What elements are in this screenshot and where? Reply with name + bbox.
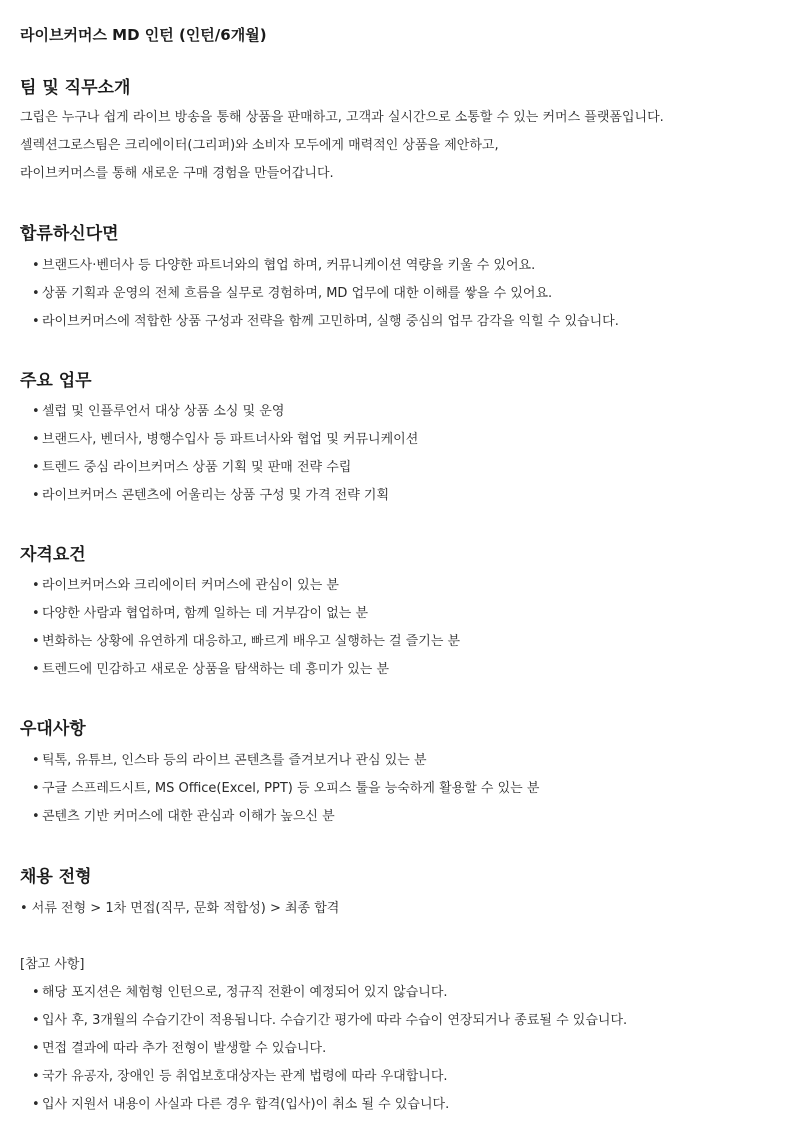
list-item-text: 입사 지원서 내용이 사실과 다른 경우 합격(입사)이 취소 될 수 있습니다. — [42, 1097, 450, 1112]
bullet-icon: • — [32, 753, 40, 768]
list-item-text: 입사 후, 3개월의 수습기간이 적용됩니다. 수습기간 평가에 따라 수습이 연장되거나 종료될 수 있습니다. — [42, 1013, 628, 1028]
qualifications-heading: 자격요건 — [20, 545, 86, 565]
list-item-text: 다양한 사람과 협업하며, 함께 일하는 데 거부감이 없는 분 — [42, 606, 369, 621]
main-tasks-heading: 주요 업무 — [20, 371, 92, 391]
bullet-icon: • — [32, 460, 40, 475]
bullet-icon: • — [32, 314, 40, 329]
bullet-icon: • — [32, 1097, 40, 1112]
bullet-icon: • — [32, 488, 40, 503]
list-item — [32, 284, 552, 304]
bullet-icon: • — [32, 578, 40, 593]
list-item-text: 면접 결과에 따라 추가 전형이 발생할 수 있습니다. — [42, 1041, 327, 1056]
list-item-text: 셀럽 및 인플루언서 대상 상품 소싱 및 운영 — [42, 404, 285, 419]
bullet-icon: • — [32, 634, 40, 649]
bullet-icon: • — [32, 432, 40, 447]
list-item — [32, 430, 418, 450]
list-item — [32, 660, 389, 680]
bullet-icon: • — [32, 606, 40, 621]
list-item — [32, 312, 619, 332]
bullet-icon: • — [32, 662, 40, 677]
list-item-text: 브랜드사, 벤더사, 병행수입사 등 파트너사와 협업 및 커뮤니케이션 — [42, 432, 419, 447]
team-intro-line: 그립은 누구나 쉽게 라이브 방송을 통해 상품을 판매하고, 고객과 실시간으로 소통할 수 있는 커머스 플랫폼입니다. — [20, 110, 664, 125]
list-item — [32, 402, 284, 422]
bullet-icon: • — [32, 1013, 40, 1028]
notes-heading: [참고 사항] — [20, 957, 85, 972]
list-item-text: 콘텐츠 기반 커머스에 대한 관심과 이해가 높으신 분 — [42, 809, 335, 824]
list-item — [32, 458, 351, 478]
list-item — [32, 604, 368, 624]
list-item-text: 브랜드사·벤더사 등 다양한 파트너와의 협업 하며, 커뮤니케이션 역량을 키울 수 있어요. — [42, 258, 536, 273]
if-you-join-heading: 합류하신다면 — [20, 224, 119, 244]
process-heading: 채용 전형 — [20, 867, 92, 887]
list-item-text: 라이브커머스 콘텐츠에 어울리는 상품 구성 및 가격 전략 기획 — [42, 488, 390, 503]
list-item — [32, 1067, 448, 1087]
list-item-text: 해당 포지션은 체험형 인턴으로, 정규직 전환이 예정되어 있지 않습니다. — [42, 985, 448, 1000]
process-steps: • 서류 전형 > 1차 면접(직무, 문화 적합성) > 최종 합격 — [20, 901, 340, 916]
list-item — [32, 576, 339, 596]
bullet-icon: • — [32, 1069, 40, 1084]
bullet-icon: • — [32, 1041, 40, 1056]
bullet-icon: • — [32, 781, 40, 796]
list-item — [32, 632, 460, 652]
list-item — [32, 256, 535, 276]
bullet-icon: • — [32, 985, 40, 1000]
bullet-icon: • — [32, 258, 40, 273]
list-item — [32, 751, 427, 771]
preferred-heading: 우대사항 — [20, 719, 86, 739]
list-item-text: 틱톡, 유튜브, 인스타 등의 라이브 콘텐츠를 즐겨보거나 관심 있는 분 — [42, 753, 427, 768]
list-item-text: 트렌드에 민감하고 새로운 상품을 탐색하는 데 흥미가 있는 분 — [42, 662, 390, 677]
list-item — [32, 779, 539, 799]
list-item-text: 변화하는 상황에 유연하게 대응하고, 빠르게 배우고 실행하는 걸 즐기는 분 — [42, 634, 461, 649]
list-item — [32, 1011, 627, 1031]
list-item-text: 상품 기획과 운영의 전체 흐름을 실무로 경험하며, MD 업무에 대한 이해를 쌓을 수 있어요. — [42, 286, 553, 301]
list-item-text: 라이브커머스와 크리에이터 커머스에 관심이 있는 분 — [42, 578, 339, 593]
bullet-icon: • — [32, 809, 40, 824]
list-item-text: 트렌드 중심 라이브커머스 상품 기획 및 판매 전략 수립 — [42, 460, 352, 475]
list-item-text: 구글 스프레드시트, MS Office(Excel, PPT) 등 오피스 툴을 능숙하게 활용할 수 있는 분 — [42, 781, 540, 796]
list-item — [32, 486, 389, 506]
page-title: 라이브커머스 MD 인턴 (인턴/6개월) — [20, 26, 267, 44]
bullet-icon: • — [32, 286, 40, 301]
list-item — [32, 807, 335, 827]
list-item-text: 라이브커머스에 적합한 상품 구성과 전략을 함께 고민하며, 실행 중심의 업무 감각을 익힐 수 있습니다. — [42, 314, 619, 329]
team-intro-line: 라이브커머스를 통해 새로운 구매 경험을 만들어갑니다. — [20, 166, 334, 181]
list-item — [32, 983, 448, 1003]
list-item — [32, 1039, 326, 1059]
team-intro-line: 셀렉션그로스팀은 크리에이터(그리퍼)와 소비자 모두에게 매력적인 상품을 제안하고, — [20, 138, 499, 153]
bullet-icon: • — [32, 404, 40, 419]
list-item-text: 국가 유공자, 장애인 등 취업보호대상자는 관계 법령에 따라 우대합니다. — [42, 1069, 448, 1084]
team-intro-heading: 팀 및 직무소개 — [20, 78, 131, 98]
list-item — [32, 1095, 449, 1115]
